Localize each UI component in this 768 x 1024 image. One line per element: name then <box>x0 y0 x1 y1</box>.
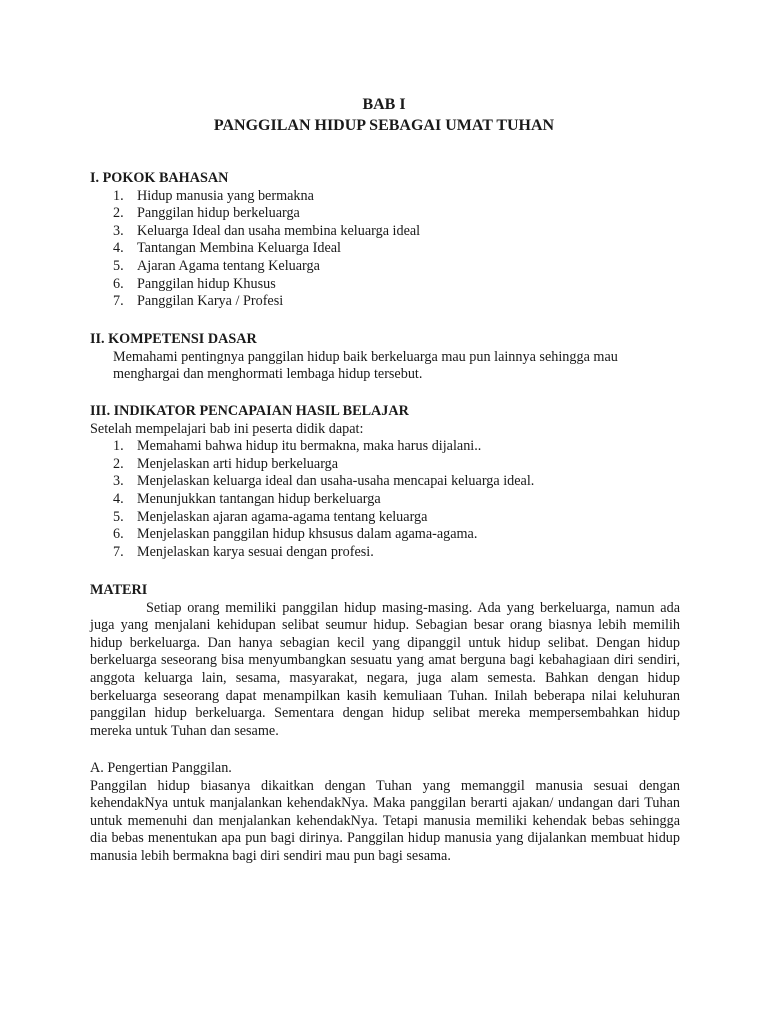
section-heading: II. KOMPETENSI DASAR <box>90 331 257 347</box>
list-item: 7. Panggilan Karya / Profesi <box>113 293 284 310</box>
list-item: 5. Ajaran Agama tentang Keluarga <box>113 257 320 274</box>
section-materi <box>90 582 680 740</box>
chapter-number: BAB I <box>362 96 406 113</box>
chapter-name: PANGGILAN HIDUP SEBAGAI UMAT TUHAN <box>213 117 555 134</box>
section-heading: MATERI <box>90 582 148 598</box>
section-heading: I. POKOK BAHASAN <box>90 170 229 186</box>
section-heading: III. INDIKATOR PENCAPAIAN HASIL BELAJAR <box>90 403 409 419</box>
list-item: 3. Menjelaskan keluarga ideal dan usaha-usaha mencapai keluarga ideal. <box>113 473 535 490</box>
section-kompetensi-dasar <box>90 331 680 384</box>
list-item: 6. Panggilan hidup Khusus <box>113 275 276 292</box>
list-item: 5. Menjelaskan ajaran agama-agama tentang keluarga <box>113 508 428 525</box>
list-item: 7. Menjelaskan karya sesuai dengan profesi. <box>113 543 374 560</box>
section-pengertian <box>90 760 680 866</box>
pengertian-paragraph: Panggilan hidup biasanya dikaitkan dengan Tuhan yang memanggil manusia sesuai dengan kehendakNya untuk manjalankan kehendakNya. Maka panggilan berarti ajakan/ undangan dari Tuhan untuk memenuhi dan menjalankan kehendakNya. Tetapi manusia memiliki kehendak bebas sehingga dia bebas menentukan apa pun bagi dirinya. Panggilan hidup manusia yang dijalankan membuat hidup manusia lebih bermakna bagi diri sendiri mau pun bagi sesama. <box>90 777 680 864</box>
indicator-intro: Setelah mempelajari bab ini peserta didik dapat: <box>90 420 364 437</box>
list-item: 2. Panggilan hidup berkeluarga <box>113 205 300 222</box>
list-item: 3. Keluarga Ideal dan usaha membina keluarga ideal <box>113 222 421 239</box>
competency-text: Memahami pentingnya panggilan hidup baik berkeluarga mau pun lainnya sehingga mau menghargai dan menghormati lembaga hidup tersebut. <box>113 348 618 383</box>
list-item: 6. Menjelaskan panggilan hidup khsusus dalam agama-agama. <box>113 526 478 543</box>
list-item: 4. Tantangan Membina Keluarga Ideal <box>113 240 341 257</box>
list-item: 4. Menunjukkan tantangan hidup berkeluarga <box>113 490 381 507</box>
section-indikator <box>90 403 680 561</box>
list-item: 1. Hidup manusia yang bermakna <box>113 187 314 204</box>
list-item: 1. Memahami bahwa hidup itu bermakna, maka harus dijalani.. <box>113 438 482 455</box>
section-pokok-bahasan <box>90 170 680 311</box>
list-item: 2. Menjelaskan arti hidup berkeluarga <box>113 455 339 472</box>
topic-list <box>90 188 680 311</box>
materi-paragraph: Setiap orang memiliki panggilan hidup masing-masing. Ada yang berkeluarga, namun ada juga yang menjalani kehidupan selibat seumur hidup. Sebagian besar orang biasnya lebih memilih hidup berkeluarga. Dan hanya sebagian kecil yang dipanggil untuk hidup selibat. Dengan hidup berkeluarga seseorang bisa menyumbangkan sesuatu yang amat berguna bagi kebahagiaan diri sendiri, anggota keluarga lain, sesama, masyarakat, negara, juga alam semesta. Bahkan dengan hidup berkeluarga seseorang dapat menampilkan kasih kemuliaan Tuhan. Inilah beberapa nilai keluhuran panggilan hidup berkeluarga. Sementara dengan hidup selibat mereka mempersembahkan hidup mereka untuk Tuhan dan sesame. <box>90 599 680 739</box>
indicator-list <box>90 438 680 561</box>
chapter-title <box>0 94 768 136</box>
subsection-heading: A. Pengertian Panggilan. <box>90 760 232 776</box>
